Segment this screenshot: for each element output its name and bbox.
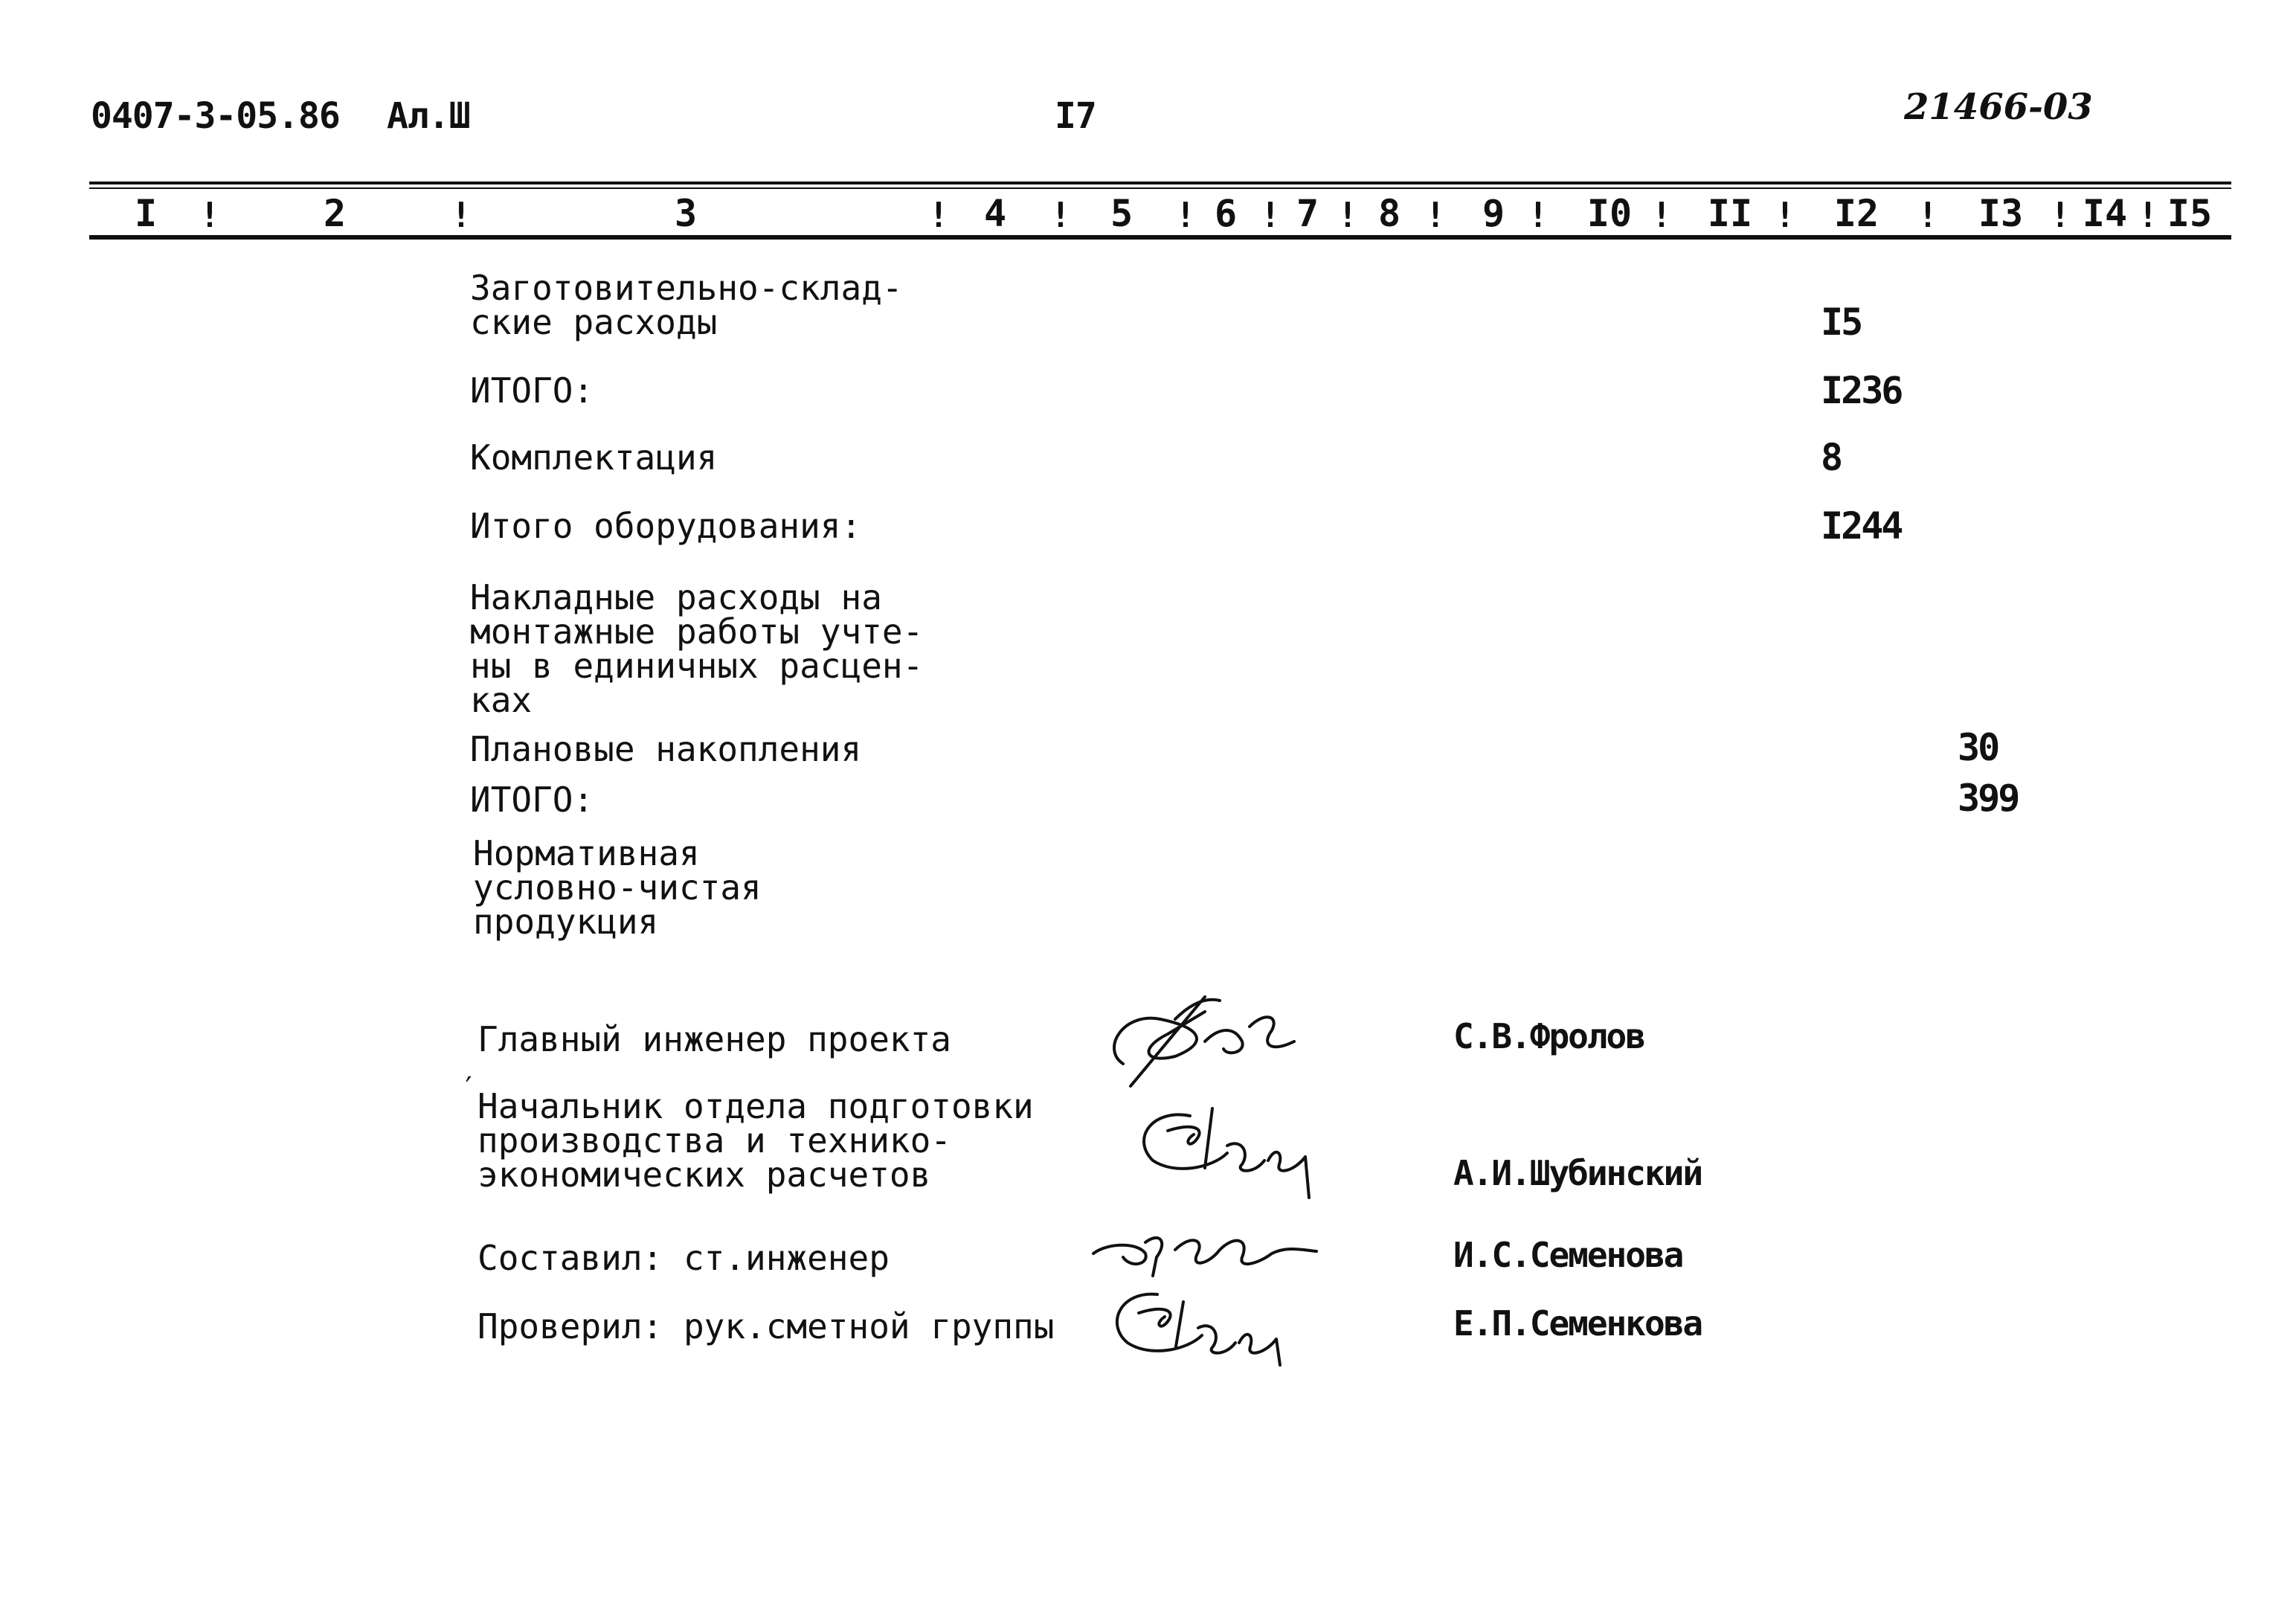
signatory-name: Е.П.Семенкова: [1453, 1303, 1702, 1343]
column-divider: !: [1175, 195, 1196, 235]
cell-col13: 30: [1958, 726, 1998, 769]
column-header-14: I4: [2082, 192, 2128, 235]
column-divider: !: [1651, 195, 1672, 235]
column-header-15: I5: [2167, 192, 2213, 235]
signatory-role: Составил: ст.инженер: [477, 1238, 890, 1278]
column-divider: !: [928, 195, 949, 235]
table-top-rule-2: [89, 187, 2231, 189]
document-code: 0407-3-05.86: [91, 95, 340, 137]
row-label: Накладные расходы на монтажные работы учте- ны в единичных расцен- ках: [470, 577, 924, 720]
cell-col12: I244: [1821, 504, 1902, 548]
column-divider: !: [2050, 195, 2071, 235]
column-divider: !: [1425, 195, 1446, 235]
column-header-8: 8: [1377, 192, 1401, 235]
column-divider: !: [1528, 195, 1549, 235]
column-header-2: 2: [323, 192, 347, 235]
row-label: ИТОГО:: [470, 780, 594, 820]
row-label: Нормативная условно-чистая продукция: [473, 833, 762, 942]
column-header-3: 3: [674, 192, 698, 235]
signatory-role: Проверил: рук.сметной группы: [477, 1306, 1055, 1346]
column-divider: !: [2138, 195, 2158, 235]
row-label: Плановые накопления: [470, 729, 862, 769]
column-divider: !: [1050, 195, 1071, 235]
handwritten-archive-number: 21466-03: [1904, 86, 2093, 128]
column-divider: !: [1917, 195, 1938, 235]
cell-col13: 399: [1958, 777, 2019, 820]
page-number: I7: [1055, 95, 1096, 137]
column-divider: !: [1337, 195, 1358, 235]
handwritten-signature: [1093, 989, 1331, 1094]
column-header-6: 6: [1214, 192, 1238, 235]
table-header-bottom-rule: [89, 235, 2231, 240]
column-divider: !: [1775, 195, 1795, 235]
signatory-name: С.В.Фролов: [1453, 1016, 1644, 1056]
cell-col12: I5: [1821, 301, 1862, 344]
column-header-13: I3: [1978, 192, 2024, 235]
column-header-9: 9: [1482, 192, 1505, 235]
album-number: Ал.Ш: [387, 95, 470, 137]
column-divider: !: [451, 195, 472, 235]
column-divider: !: [199, 195, 220, 235]
margin-tick-mark: ′: [460, 1071, 478, 1105]
signatory-role: Начальник отдела подготовки производства и технико- экономических расчетов: [477, 1086, 1034, 1195]
row-label: ИТОГО:: [470, 370, 594, 411]
cell-col12: 8: [1821, 436, 1842, 479]
handwritten-signature: [1123, 1094, 1346, 1205]
cell-col12: I236: [1821, 369, 1902, 412]
column-divider: !: [1260, 195, 1281, 235]
handwritten-signature: [1078, 1220, 1331, 1287]
column-header-7: 7: [1296, 192, 1319, 235]
column-header-4: 4: [983, 192, 1007, 235]
table-top-rule: [89, 182, 2231, 184]
column-header-12: I2: [1833, 192, 1879, 235]
column-header-11: II: [1707, 192, 1753, 235]
row-label: Комплектация: [470, 437, 718, 478]
signatory-name: И.С.Семенова: [1453, 1235, 1683, 1275]
column-header-10: I0: [1586, 192, 1633, 235]
column-header-5: 5: [1110, 192, 1133, 235]
signatory-role: Главный инженер проекта: [477, 1019, 951, 1059]
signatory-name: А.И.Шубинский: [1453, 1153, 1702, 1193]
row-label: Заготовительно-склад- ские расходы: [470, 268, 903, 342]
column-header-1: I: [134, 192, 158, 235]
row-label: Итого оборудования:: [470, 506, 862, 546]
handwritten-signature: [1098, 1280, 1313, 1369]
